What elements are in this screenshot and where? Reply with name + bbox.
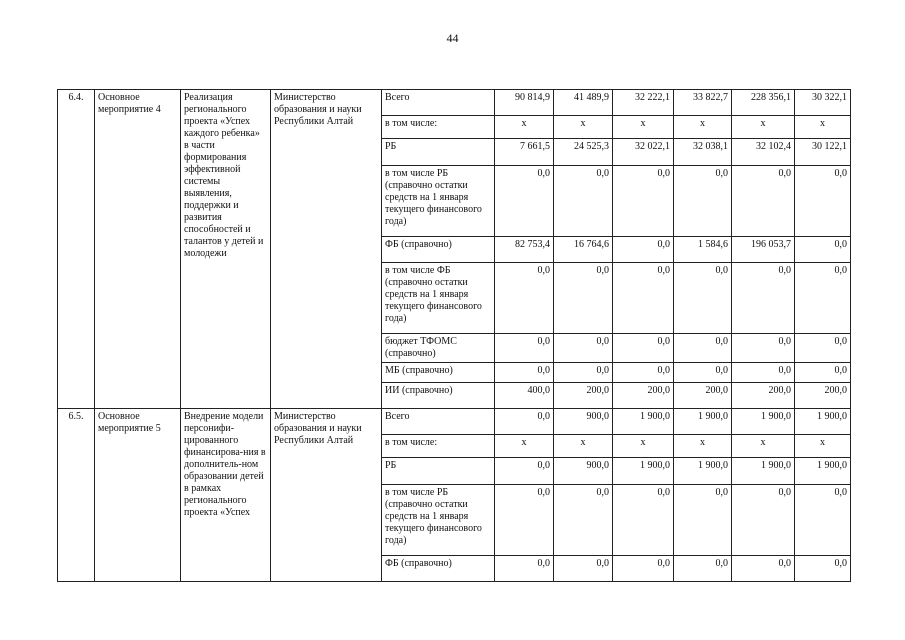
funding-value: 1 900,0 [732,458,795,485]
event-description: Реализация регионального проекта «Успех каждого ребенка» в части формирования эффективной системы выявления, поддержки и развития способностей и талантов у детей и молодежи [181,90,271,409]
funding-value: x [554,435,613,458]
funding-value: 33 822,7 [674,90,732,116]
funding-value: 90 814,9 [495,90,554,116]
funding-value: 0,0 [613,485,674,556]
funding-value: 0,0 [554,263,613,334]
funding-value: 0,0 [732,556,795,582]
funding-value: 32 222,1 [613,90,674,116]
funding-source-label: ИИ (справочно) [382,383,495,409]
funding-value: 0,0 [732,166,795,237]
funding-source-label: Всего [382,409,495,435]
funding-value: 0,0 [674,556,732,582]
funding-value: 41 489,9 [554,90,613,116]
funding-value: x [495,435,554,458]
funding-value: 0,0 [732,263,795,334]
event-type: Основное мероприятие 5 [95,409,181,582]
funding-value: 0,0 [732,334,795,363]
funding-value: 1 900,0 [795,409,851,435]
funding-value: 1 900,0 [674,409,732,435]
event-description: Внедрение модели персонифи-цированного финансирова-ния в дополнитель-ном образовании детей в рамках регионального проекта «Успех [181,409,271,582]
funding-value: 0,0 [495,263,554,334]
funding-value: 0,0 [554,166,613,237]
funding-value: 196 053,7 [732,237,795,263]
funding-source-label: МБ (справочно) [382,363,495,383]
funding-value: 0,0 [674,263,732,334]
funding-value: 200,0 [554,383,613,409]
funding-value: 0,0 [554,363,613,383]
funding-value: 1 900,0 [613,409,674,435]
funding-value: 0,0 [495,409,554,435]
table-row [58,409,851,435]
funding-value: 0,0 [613,363,674,383]
funding-value: 0,0 [795,556,851,582]
responsible-executor: Министерство образования и науки Республики Алтай [271,90,382,409]
event-type: Основное мероприятие 4 [95,90,181,409]
funding-value: 0,0 [495,458,554,485]
funding-value: 0,0 [732,363,795,383]
funding-value: 0,0 [495,363,554,383]
funding-value: 200,0 [674,383,732,409]
funding-value: x [674,435,732,458]
funding-value: 0,0 [795,334,851,363]
funding-value: 1 900,0 [674,458,732,485]
funding-value: 1 584,6 [674,237,732,263]
funding-value: x [674,116,732,139]
funding-value: 1 900,0 [795,458,851,485]
funding-value: 7 661,5 [495,139,554,166]
funding-value: 0,0 [554,334,613,363]
funding-source-label: бюджет ТФОМС (справочно) [382,334,495,363]
funding-value: 200,0 [732,383,795,409]
funding-value: 0,0 [732,485,795,556]
funding-value: 30 122,1 [795,139,851,166]
funding-value: x [732,435,795,458]
funding-value: 0,0 [613,556,674,582]
funding-value: 0,0 [674,363,732,383]
page-number: 44 [446,31,459,45]
funding-value: x [795,116,851,139]
funding-value: 24 525,3 [554,139,613,166]
funding-value: 0,0 [795,485,851,556]
funding-value: 0,0 [674,166,732,237]
funding-value: 1 900,0 [613,458,674,485]
funding-value: x [554,116,613,139]
funding-value: 200,0 [613,383,674,409]
responsible-executor: Министерство образования и науки Республики Алтай [271,409,382,582]
funding-value: 0,0 [554,556,613,582]
funding-value: 200,0 [795,383,851,409]
funding-value: x [495,116,554,139]
funding-source-label: ФБ (справочно) [382,237,495,263]
table-body [58,90,851,582]
funding-value: 0,0 [554,485,613,556]
funding-value: 400,0 [495,383,554,409]
funding-value: 32 102,4 [732,139,795,166]
funding-source-label: в том числе РБ (справочно остатки средств на 1 января текущего финансового года) [382,166,495,237]
funding-value: 0,0 [495,166,554,237]
row-number: 6.4. [58,90,95,409]
funding-value: 1 900,0 [732,409,795,435]
table-row [58,90,851,116]
budget-table [57,89,851,582]
funding-value: 0,0 [795,237,851,263]
funding-value: 16 764,6 [554,237,613,263]
row-number: 6.5. [58,409,95,582]
funding-value: 0,0 [674,485,732,556]
funding-value: 900,0 [554,409,613,435]
funding-source-label: ФБ (справочно) [382,556,495,582]
funding-value: 0,0 [613,263,674,334]
funding-value: x [613,435,674,458]
funding-value: 0,0 [795,263,851,334]
funding-value: x [732,116,795,139]
funding-value: 0,0 [613,334,674,363]
funding-value: 32 022,1 [613,139,674,166]
funding-value: 0,0 [495,556,554,582]
funding-source-label: в том числе РБ (справочно остатки средств на 1 января текущего финансового года) [382,485,495,556]
funding-source-label: в том числе ФБ (справочно остатки средств на 1 января текущего финансового года) [382,263,495,334]
funding-source-label: в том числе: [382,435,495,458]
funding-source-label: в том числе: [382,116,495,139]
funding-value: 228 356,1 [732,90,795,116]
funding-value: 0,0 [795,166,851,237]
funding-value: 0,0 [674,334,732,363]
funding-value: 30 322,1 [795,90,851,116]
funding-value: 0,0 [613,166,674,237]
funding-source-label: Всего [382,90,495,116]
funding-value: 0,0 [495,485,554,556]
funding-value: 0,0 [613,237,674,263]
funding-value: 900,0 [554,458,613,485]
funding-source-label: РБ [382,139,495,166]
funding-value: 82 753,4 [495,237,554,263]
funding-source-label: РБ [382,458,495,485]
funding-value: 0,0 [795,363,851,383]
funding-value: 32 038,1 [674,139,732,166]
funding-value: x [613,116,674,139]
funding-value: x [795,435,851,458]
funding-value: 0,0 [495,334,554,363]
